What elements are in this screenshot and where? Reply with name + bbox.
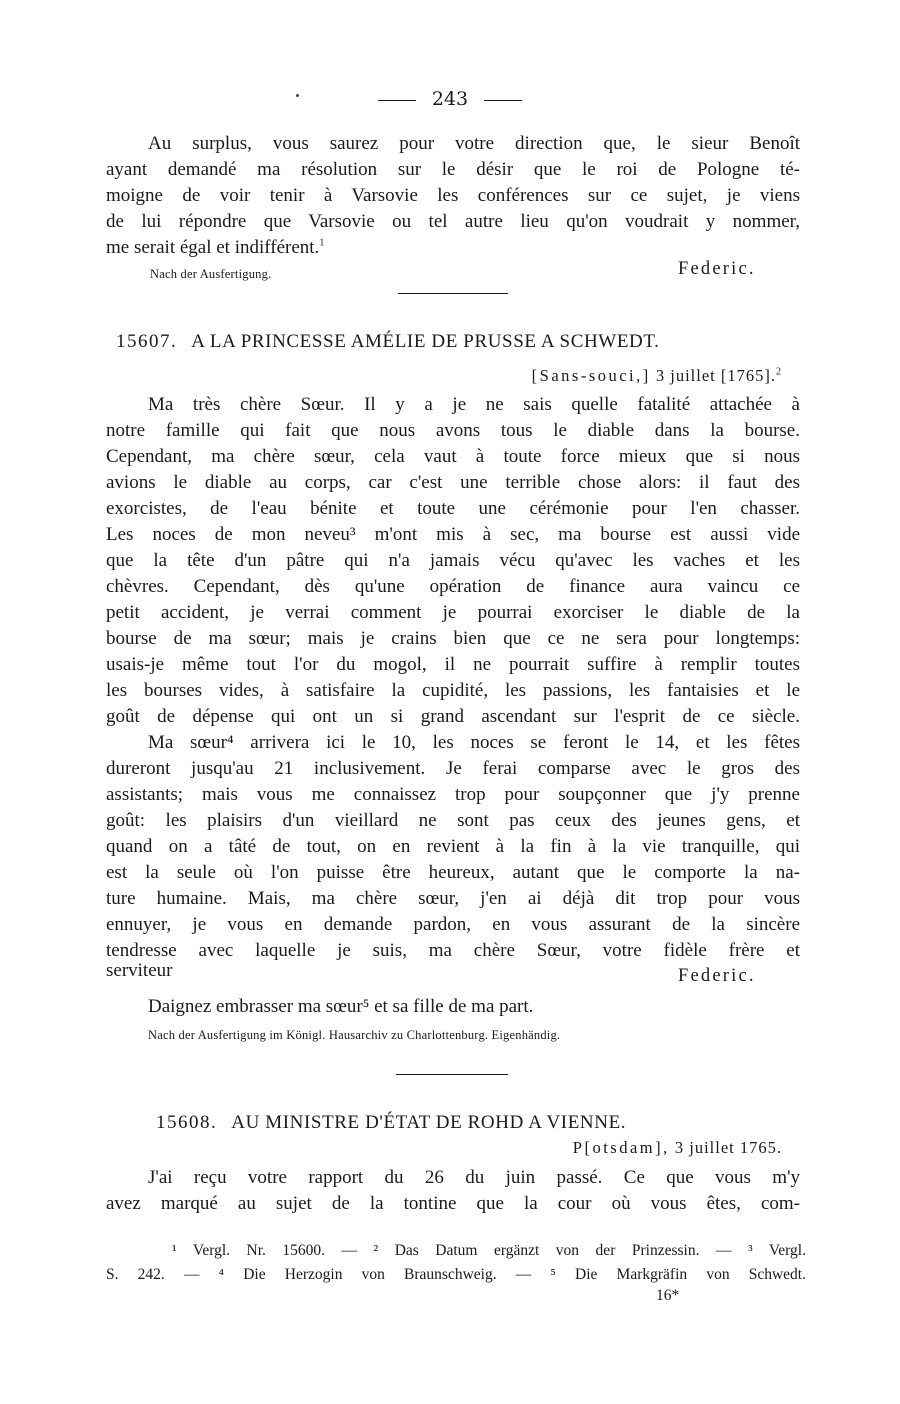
letter-heading [116, 331, 796, 353]
footnote-line: ¹ Vergl. Nr. 15600. — ² Das Datum ergänzt von der Prinzessin. — ³ Vergl. [172, 1242, 806, 1259]
text-line: Au surplus, vous saurez pour votre direction que, le sieur Benoît [148, 133, 800, 154]
text-line-last: serviteur [106, 960, 173, 981]
text-line: Cependant, ma chère sœur, cela vaut à toute force mieux que si nous [106, 446, 800, 467]
text-line: quand on a tâté de tout, on en revient à la fin à la vie tranquille, qui [106, 836, 800, 857]
letter-date: P[otsdam], 3 juillet 1765. [572, 1138, 782, 1157]
text-line: est la seule où l'on puisse être heureux, autant que le comporte la na- [106, 862, 800, 883]
footnote-mark: 2 [776, 366, 782, 378]
text-line: notre famille qui fait que nous avons tous le diable dans la bourse. [106, 420, 800, 441]
text-line: usais-je même tout l'or du mogol, il ne pourrait suffire à remplir toutes [106, 654, 800, 675]
letter-title: A LA PRINCESSE AMÉLIE DE PRUSSE A SCHWEDT. [191, 331, 660, 352]
text-line: avez marqué au sujet de la tontine que la cour où vous êtes, com- [106, 1193, 800, 1214]
letter-place: [Sans-souci,] [531, 366, 651, 385]
text-line: ennuyer, je vous en demande pardon, en vous assurant de la sincère [106, 914, 800, 935]
text-line: Ma très chère Sœur. Il y a je ne sais quelle fatalité attachée à [148, 394, 800, 415]
text-line: que la tête d'un pâtre qui n'a jamais vécu qu'avec les vaches et les [106, 550, 800, 571]
page-number-dash-left [378, 100, 416, 101]
postscript: Daignez embrasser ma sœur⁵ et sa fille de ma part. [148, 996, 534, 1017]
text-line: exorcistes, de l'eau bénite et toute une cérémonie pour l'en chasser. [106, 498, 800, 519]
text-line: de lui répondre que Varsovie ou tel autre lieu qu'on voudrait y nommer, [106, 211, 800, 232]
section-rule [398, 293, 508, 294]
footnote-mark: 1 [319, 237, 325, 249]
sheet-signature: 16* [656, 1287, 680, 1304]
letter-heading [156, 1112, 836, 1134]
text-line: dureront jusqu'au 21 inclusivement. Je ferai comparse avec le gros des [106, 758, 800, 779]
letter-number: 15608. [156, 1112, 218, 1133]
text-line: J'ai reçu votre rapport du 26 du juin passé. Ce que vous m'y [148, 1167, 800, 1188]
text-line: avions le diable au corps, car c'est une terrible chose alors: il faut des [106, 472, 800, 493]
text-line: moigne de voir tenir à Varsovie les conférences sur ce sujet, je viens [106, 185, 800, 206]
text-line: ture humaine. Mais, ma chère sœur, j'en ai déjà dit trop pour vous [106, 888, 800, 909]
source-note: Nach der Ausfertigung. [150, 267, 272, 281]
text-line-last: me serait égal et indifférent.$^1$ [106, 237, 325, 258]
text-line: goût de dépense qui ont un si grand ascendant sur l'esprit de ce siècle. [106, 706, 800, 727]
footnote-line: S. 242. — ⁴ Die Herzogin von Braunschweig. — ⁵ Die Markgräfin von Schwedt. [106, 1266, 806, 1283]
text-line: Les noces de mon neveu³ m'ont mis à sec, ma bourse est aussi vide [106, 524, 800, 545]
text-line: tendresse avec laquelle je suis, ma chère Sœur, votre fidèle frère et [106, 940, 800, 961]
letter-number: 15607. [116, 331, 178, 352]
section-rule [396, 1074, 508, 1075]
text-line: petit accident, je verrai comment je pourrai exorciser le diable de la [106, 602, 800, 623]
text-line: assistants; mais vous me connaissez trop pour soupçonner que j'y prenne [106, 784, 800, 805]
signature: Federic. [678, 966, 756, 986]
text-line: goût: les plaisirs d'un vieillard ne sont pas ceux des jeunes gens, et [106, 810, 800, 831]
letter-date: [Sans-souci,] 3 juillet [1765].$^2$ [531, 366, 782, 385]
text-line: bourse de ma sœur; mais je crains bien que ce ne sera pour longtemps: [106, 628, 800, 649]
letter-title: AU MINISTRE D'ÉTAT DE ROHD A VIENNE. [231, 1112, 627, 1133]
text-line: chèvres. Cependant, dès qu'une opération de finance aura vaincu ce [106, 576, 800, 597]
letter-place: P[otsdam], [572, 1138, 670, 1157]
text-line: les bourses vides, à satisfaire la cupidité, les passions, les fantaisies et le [106, 680, 800, 701]
page-number: 243 [0, 88, 900, 110]
text-line: ayant demandé ma résolution sur le désir que le roi de Pologne té- [106, 159, 800, 180]
text-line: Ma sœur⁴ arrivera ici le 10, les noces se feront le 14, et les fêtes [148, 732, 800, 753]
signature: Federic. [678, 259, 756, 279]
page-number-dash-right [484, 100, 522, 101]
source-note: Nach der Ausfertigung im Königl. Hausarchiv zu Charlottenburg. Eigenhändig. [148, 1028, 561, 1042]
